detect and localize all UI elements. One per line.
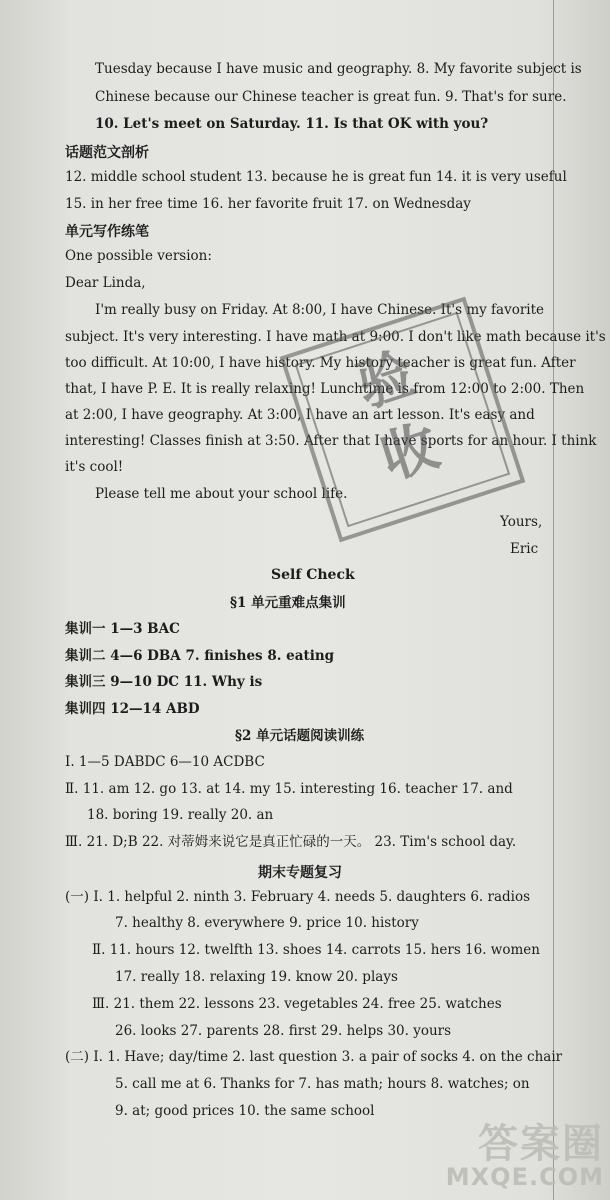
site-watermark [445, 1121, 604, 1191]
essay-line: Please tell me about your school life. [95, 486, 348, 502]
text-line: 15. in her free time 16. her favorite fruit 17. on Wednesday [65, 196, 471, 212]
section-title: Self Check [271, 567, 355, 583]
letter-salutation: Dear Linda, [65, 275, 146, 291]
text-line: Tuesday because I have music and geography. 8. My favorite subject is [95, 61, 582, 77]
answer-line: 集训二 4—6 DBA 7. finishes 8. eating [65, 648, 335, 664]
answer-line: 18. boring 19. really 20. an [87, 807, 274, 823]
essay-line: subject. It's very interesting. I have math at 9:00. I don't like math because it's [65, 329, 606, 345]
essay-line: too difficult. At 10:00, I have history. My history teacher is great fun. After [65, 355, 576, 371]
text-line: 10. Let's meet on Saturday. 11. Is that OK with you? [95, 116, 489, 132]
essay-line: interesting! Classes finish at 3:50. After that I have sports for an hour. I think [65, 433, 597, 449]
watermark-domain: MXQE.COM [445, 1163, 604, 1191]
stamp-glyph: 收 [373, 413, 447, 493]
subsection-title: §2 单元话题阅读训练 [235, 728, 365, 744]
essay-line: at 2:00, I have geography. At 3:00, I have an art lesson. It's easy and [65, 407, 535, 423]
answer-line: Ⅱ. 11. hours 12. twelfth 13. shoes 14. carrots 15. hers 16. women [92, 942, 540, 958]
answer-line: Ⅱ. 11. am 12. go 13. at 14. my 15. interesting 16. teacher 17. and [65, 781, 513, 797]
answer-line: 26. looks 27. parents 28. first 29. helps 30. yours [115, 1023, 452, 1039]
answer-line: Ⅲ. 21. D;B 22. 对蒂姆来说它是真正忙碌的一天。 23. Tim's school day. [65, 834, 517, 850]
section-heading: 话题范文剖析 [65, 145, 149, 161]
stamp-glyph: 验 [349, 341, 423, 421]
answer-line: 9. at; good prices 10. the same school [115, 1103, 375, 1119]
answer-line: 17. really 18. relaxing 19. know 20. plays [115, 969, 398, 985]
section-heading: 单元写作练笔 [65, 224, 149, 240]
letter-closing: Yours, [500, 514, 543, 530]
answer-line: 7. healthy 8. everywhere 9. price 10. history [115, 915, 419, 931]
essay-line: it's cool! [65, 459, 124, 475]
answer-line: 集训一 1—3 BAC [65, 621, 180, 637]
section-title: 期末专题复习 [258, 865, 342, 881]
answer-line: 集训四 12—14 ABD [65, 701, 200, 717]
answer-line: 5. call me at 6. Thanks for 7. has math; hours 8. watches; on [115, 1076, 530, 1092]
answer-line: Ⅰ. 1—5 DABDC 6—10 ACDBC [65, 754, 265, 770]
text-line: Chinese because our Chinese teacher is great fun. 9. That's for sure. [95, 89, 567, 105]
text-line: One possible version: [65, 248, 212, 264]
answer-line: (一) Ⅰ. 1. helpful 2. ninth 3. February 4. needs 5. daughters 6. radios [65, 889, 531, 905]
watermark-brand: 答案圈 [478, 1121, 604, 1167]
letter-signature: Eric [510, 541, 539, 557]
subsection-title: §1 单元重难点集训 [230, 595, 346, 611]
essay-line: I'm really busy on Friday. At 8:00, I have Chinese. It's my favorite [95, 302, 545, 318]
text-line: 12. middle school student 13. because he is great fun 14. it is very useful [65, 169, 567, 185]
answer-line: 集训三 9—10 DC 11. Why is [65, 674, 263, 690]
answer-line: Ⅲ. 21. them 22. lessons 23. vegetables 24. free 25. watches [92, 996, 502, 1012]
answer-line: (二) Ⅰ. 1. Have; day/time 2. last question 3. a pair of socks 4. on the chair [65, 1049, 563, 1065]
essay-line: that, I have P. E. It is really relaxing! Lunchtime is from 12:00 to 2:00. Then [65, 381, 585, 397]
